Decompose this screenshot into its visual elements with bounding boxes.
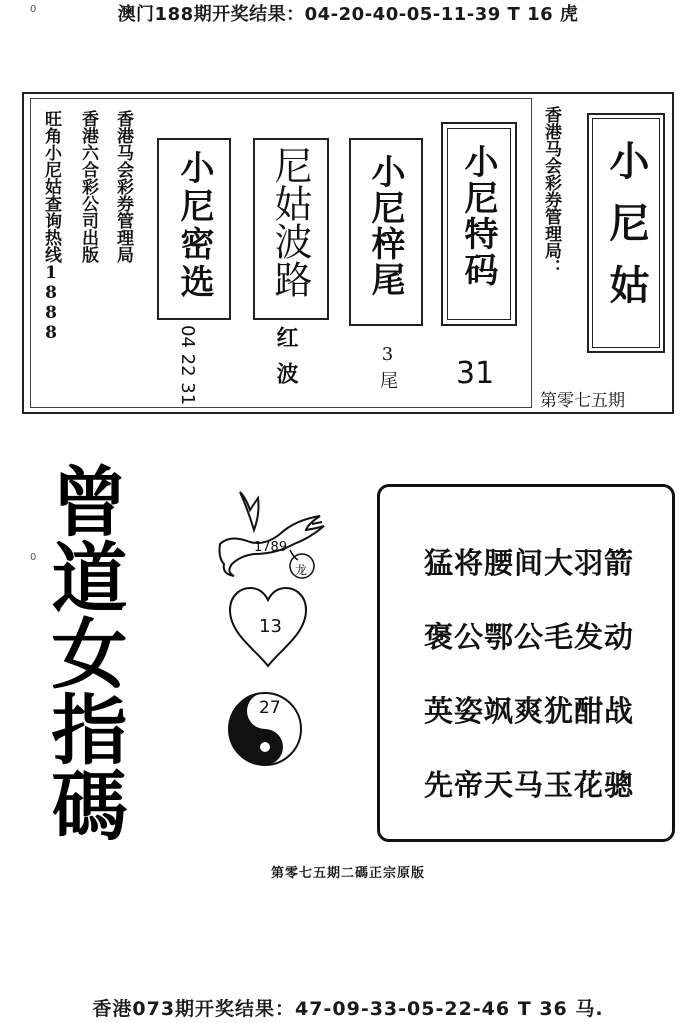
column-box-tail-pick [349, 138, 423, 326]
column-result-tail-pick: 3尾 [377, 344, 398, 395]
column-result-special-code: 31 [456, 356, 495, 391]
credit-publisher: 香港六合彩公司出版 [78, 110, 98, 263]
heart-number: 13 [259, 616, 282, 637]
credit-authority: 香港马会彩券管理局 [113, 110, 133, 263]
column-title-secret-pick: 小尼密选 [174, 150, 214, 302]
bottom-banner: 香港073期开奖结果：47-09-33-05-22-46 T 36 马. [92, 998, 604, 1020]
poem-line-4: 先帝天马玉花骢 [423, 768, 634, 802]
column-box-wave-path [253, 138, 329, 320]
poem-line-2: 褒公鄂公毛发动 [423, 620, 634, 654]
right-credit-authority: 香港马会彩券管理局： [541, 106, 561, 276]
column-result-secret-pick: 04 22 31 [177, 325, 198, 406]
dove-icon [210, 484, 330, 584]
column-title-wave-path: 尼姑波路 [268, 146, 312, 298]
column-title-tail-pick: 小尼梓尾 [365, 154, 405, 298]
dove-year: 1789 [254, 540, 288, 555]
poem-box [377, 484, 675, 842]
dove-animal: 龙 [295, 563, 308, 577]
big-title: 曾道女指碼 [39, 462, 128, 842]
column-box-special-code [441, 122, 517, 326]
top-banner: 澳门188期开奖结果：04-20-40-05-11-39 T 16 虎 [117, 4, 579, 25]
poem-line-1: 猛将腰间大羽箭 [423, 546, 634, 580]
credit-hotline: 旺角小尼姑查询热线1888 [41, 110, 61, 343]
column-result-wave-path: 红波 [273, 326, 299, 398]
column-box-secret-pick [157, 138, 231, 320]
corner-mark-top: 0 [30, 4, 37, 15]
right-title-little-nun: 小尼姑 [603, 140, 650, 326]
corner-mark-middle: 0 [30, 552, 37, 563]
footer-caption: 第零七五期二碼正宗原版 [270, 866, 425, 881]
column-title-special-code: 小尼特码 [458, 144, 498, 288]
poem-line-3: 英姿飒爽犹酣战 [423, 694, 634, 728]
issue-label: 第零七五期 [540, 391, 625, 411]
yin-yang-number: 27 [259, 698, 281, 718]
